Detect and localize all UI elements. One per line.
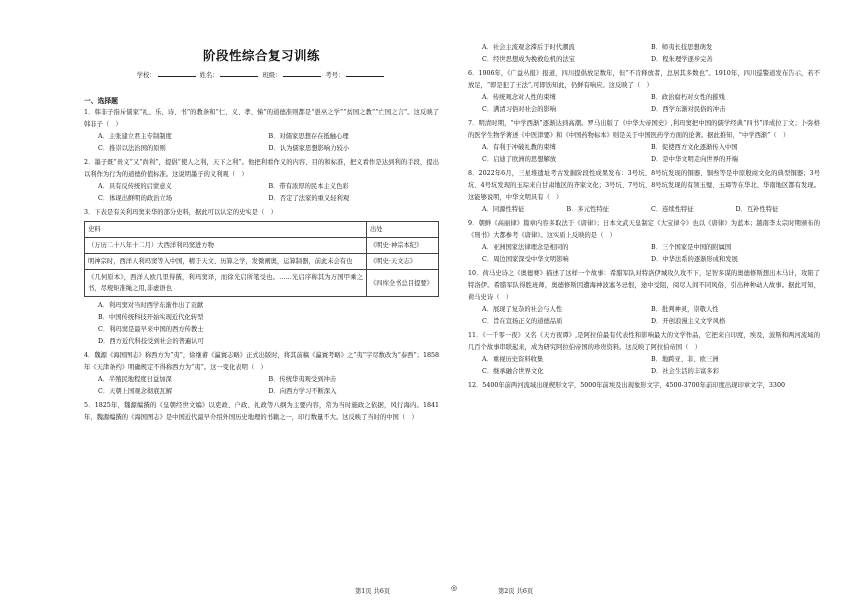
table-cell: 《四库全书总目提要》 <box>367 270 439 297</box>
options <box>468 304 820 328</box>
question-9 <box>468 218 820 266</box>
number-label: 考号： <box>325 72 345 79</box>
options <box>84 300 439 348</box>
option-b[interactable]: B．地跨亚、非、欧三洲 <box>651 356 719 363</box>
question-12-start <box>468 380 820 392</box>
question-stem: 8．2022年6月，三星堆遗址考古发掘阶段性成果发布：3号坑、8号坑发现的铜器、铜叁等是中原殷商文化的典型铜器；3号坑、4号坑发现的玉琮来自甘肃地区的齐家文化；3号坑、7号坑、8号坑发现的有领玉璧、玉璋等在华北、华南地区都有发现。这能够说明，中华文明具有（ ） <box>468 170 820 201</box>
table-row <box>85 238 439 254</box>
options <box>468 354 820 378</box>
question-stem: 7．明清时期，“中学西渐”逐渐达到高潮。罗马出版了《中华大帝国史》,利玛窦把中国的儒学经典“四书”译成拉丁文；卜弥格的医学生物学著述《中医津要》和《中国药物标本》则是关于中国医药学方面的论著。据此推知，“中学西渐”（ ） <box>468 120 820 139</box>
option-a[interactable]: A．同源性特征 <box>482 206 525 213</box>
option-c[interactable]: C．旨在宣扬正义的道德品质 <box>482 318 563 325</box>
question-stem: 12．5400年前两河流域出现楔形文字，5000年前埃及出现象形文字，4500-3700年前印度出现印章文字，3300 <box>468 382 785 389</box>
option-a[interactable]: A．有利于冲破礼教的束缚 <box>482 144 556 151</box>
options <box>468 142 820 166</box>
option-c[interactable]: C．满清习俗对社会的影响 <box>482 106 557 113</box>
question-1 <box>84 107 439 155</box>
option-d[interactable]: D．是中华文明走向世界的开端 <box>651 156 738 163</box>
option-b[interactable]: B．政治腐朽对女性的摧残 <box>651 94 725 101</box>
table-cell: 《明史·神宗本纪》 <box>367 238 439 254</box>
option-b[interactable]: B．对儒家思想存在抵触心理 <box>268 133 349 140</box>
option-c[interactable]: C．继承融合世界文化 <box>482 368 544 375</box>
option-c[interactable]: C．天朝上国观念彻底瓦解 <box>98 388 173 395</box>
table-row <box>85 254 439 270</box>
left-page <box>84 0 439 585</box>
question-stem: 5．1825年，魏源编撰的《皇朝经世文编》以吏政、户政、礼政等八纲为主要内容，常为当时施政之依据，风行海内。1841年，魏源编撰的《海国图志》是中国近代最早介绍外国历史地理的书籍之一，印行数量不大。这反映了当时的中国（ ） <box>84 402 439 421</box>
table-cell: 《明史·天文志》 <box>367 254 439 270</box>
option-d[interactable]: D．西方近代科技受到社会的普遍认可 <box>98 338 204 345</box>
question-stem: 6．1906年，《广益丛报》报道，四川提倡放足数年，但“不肯释放者，总居其多数也”。1910年，四川巡警道发布告示，若不放足，“即是犯了王法”,可即饬知此，仍鲜有响应。这反映了（ ） <box>468 70 820 89</box>
options <box>84 131 439 155</box>
school-label: 学校： <box>136 72 156 79</box>
question-4 <box>84 350 439 398</box>
binding-mark-icon: ◎ <box>451 584 458 592</box>
question-stem: 9．朝鲜《高丽律》篇章内容多取法于《唐律》；日本文武天皇制定《大宝律令》也以《唐律》为蓝本；越南李太宗时期颁布的《刑书》大都参考《唐律》。这实质上反映的是（ ） <box>468 220 820 239</box>
option-a[interactable]: A．展现了复杂的社会与人性 <box>482 306 563 313</box>
option-c[interactable]: C．周边国家深受中华文明影响 <box>482 256 569 263</box>
student-info <box>84 70 439 79</box>
table-row <box>85 270 439 297</box>
option-a[interactable]: A．亚洲国家法律理念是相同的 <box>482 244 569 251</box>
option-d[interactable]: D．社会生活的丰富多彩 <box>651 368 720 375</box>
options <box>468 92 820 116</box>
source-table <box>84 221 439 297</box>
option-a[interactable]: A．利玛窦对当时西学东渐作出了贡献 <box>98 302 204 309</box>
option-a[interactable]: A．社会主流观念滞后于时代潮流 <box>482 44 575 51</box>
question-stem: 2．墨子既“贵义”又“尚利”，提倡“使人之利，天下之利”。他把利看作义的内容、目的和标准，把义看作是达到利的手段，提出以利作为行为的道德价值标准。这说明墨子的义利观（ ） <box>84 159 439 178</box>
question-11 <box>468 330 820 378</box>
question-5-start <box>84 400 439 424</box>
page-number-right: 第2页 共6页 <box>498 588 534 595</box>
school-blank[interactable] <box>158 70 196 77</box>
table-cell: （万历二十八年十二月）大西洋利玛窦进方物 <box>85 238 367 254</box>
option-d[interactable]: D．认为儒家思想影响力较小 <box>268 145 350 152</box>
option-b[interactable]: B．促使西方文化逐渐传入中国 <box>651 144 738 151</box>
option-c[interactable]: C．推崇以法治国的原则 <box>98 145 166 152</box>
table-header: 史料 <box>85 222 367 238</box>
class-blank[interactable] <box>283 70 321 77</box>
question-stem: 10．荷马史诗之《奥德赛》描述了这样一个故事：希腊军队对特洛伊城攻久攻不下，足智多谋的奥德修斯想出木马计，攻陷了特洛伊。希腊军队得胜班师，奥德修斯因遭海神波塞冬忌恨，途中受阻，阅尽人间不同风俗，引出种种动人故事。据此可知，荷马史诗（ ） <box>468 270 820 301</box>
question-6 <box>468 68 820 116</box>
option-b[interactable]: B．传统华夷观受到冲击 <box>268 376 337 383</box>
options <box>84 181 439 205</box>
option-a[interactable]: A．传统观念对人性的束缚 <box>482 94 556 101</box>
question-2 <box>84 157 439 205</box>
option-d[interactable]: D．互补性特征 <box>735 206 779 213</box>
question-stem: 4．魏源《海国图志》称西方为“夷”，徐继畬《瀛寰志略》正式出版时，将其前稿《瀛寰考略》之“夷”字尽数改为“泰西”；1858年《天津条约》明确规定不得称西方为“夷”。这一变化表明（ ） <box>84 352 439 371</box>
option-d[interactable]: D．向西方学习不断深入 <box>268 388 337 395</box>
number-blank[interactable] <box>346 70 384 77</box>
option-b[interactable]: B．批判神灵，崇敬人性 <box>651 306 719 313</box>
table-cell: 明神宗时，西洋人利玛窦等入中国，精于天文、历算之学，发微阐奥，运算制器，前此未会有也 <box>85 254 367 270</box>
options <box>84 374 439 398</box>
option-b[interactable]: B．中国传统科技开始实现近代化转型 <box>98 314 204 321</box>
option-c[interactable]: C．利玛窦是最早来中国的西方传教士 <box>98 326 204 333</box>
option-b[interactable]: B．三个国家是中国的附属国 <box>651 244 732 251</box>
class-label: 班级： <box>262 72 282 79</box>
name-blank[interactable] <box>220 70 258 77</box>
options <box>468 204 820 216</box>
page-number-left: 第1页 共6页 <box>355 588 391 595</box>
question-7 <box>468 118 820 166</box>
question-5-cont <box>468 42 820 66</box>
table-header: 出处 <box>367 222 439 238</box>
option-c[interactable]: C．体现出鲜明的政治立场 <box>98 195 173 202</box>
option-d[interactable]: D．开创浪漫主义文学风格 <box>651 318 726 325</box>
question-8 <box>468 168 820 216</box>
table-row <box>85 222 439 238</box>
table-cell: 《几何原本》，西洋人欧几里得撰，利玛窦译，而徐光启所笔受也。……光启序称其为万国甲乘之书，尽规矩准绳之用,非虚语也 <box>85 270 367 297</box>
option-d[interactable]: D．程朱理学逐步完善 <box>651 56 713 63</box>
option-a[interactable]: A．具有反传统的启蒙意义 <box>98 183 172 190</box>
option-b[interactable]: B．师夷长技思想萌发 <box>651 44 713 51</box>
question-stem: 3．下表是有关利玛窦来华的部分史料，据此可以认定的史实是（ ） <box>84 209 277 216</box>
options <box>468 42 820 66</box>
page-title: 阶段性综合复习训练 <box>202 48 320 63</box>
option-a[interactable]: A．半殖民地程度日益加深 <box>98 376 172 383</box>
option-b[interactable]: B．多元性特征 <box>566 206 609 213</box>
option-d[interactable]: D．中华法系的逐渐形成和发展 <box>651 256 738 263</box>
question-stem: 1．韩非子指斥儒家“礼、乐、诗、书”的教条和“仁、义、孝、悌”的道德准则都是“愚巫之学”“贫国之教”“亡国之言”。这反映了韩非子（ ） <box>84 109 439 128</box>
option-c[interactable]: C．经世思想成为挽救危机的法宝 <box>482 56 575 63</box>
options <box>468 242 820 266</box>
option-c[interactable]: C．启迪了欧洲的思想解放 <box>482 156 557 163</box>
option-a[interactable]: A．主张建立君主专制制度 <box>98 133 172 140</box>
question-stem: 11．《一千零一夜》又名《天方夜谭》,是阿拉伯最有代表性和影响最大的文学作品，它把来自印度，埃及，波斯和两河流域的几百个故事串联起来，成为研究阿拉伯帝国的珍贵资料。这反映了阿拉伯帝国（ ） <box>468 332 820 351</box>
right-page <box>468 0 820 585</box>
question-10 <box>468 268 820 328</box>
section-heading: 一、选择题 <box>84 97 118 105</box>
option-d[interactable]: D．西学东渐对民俗的冲击 <box>651 106 726 113</box>
name-label: 姓名： <box>199 72 219 79</box>
question-3 <box>84 207 439 348</box>
option-c[interactable]: C．连续性特征 <box>651 206 694 213</box>
option-d[interactable]: D．否定了法家的重义轻利观 <box>268 195 350 202</box>
option-a[interactable]: A．重视历史资料收集 <box>482 356 544 363</box>
option-b[interactable]: B．带有浓厚的民本主义色彩 <box>268 183 349 190</box>
